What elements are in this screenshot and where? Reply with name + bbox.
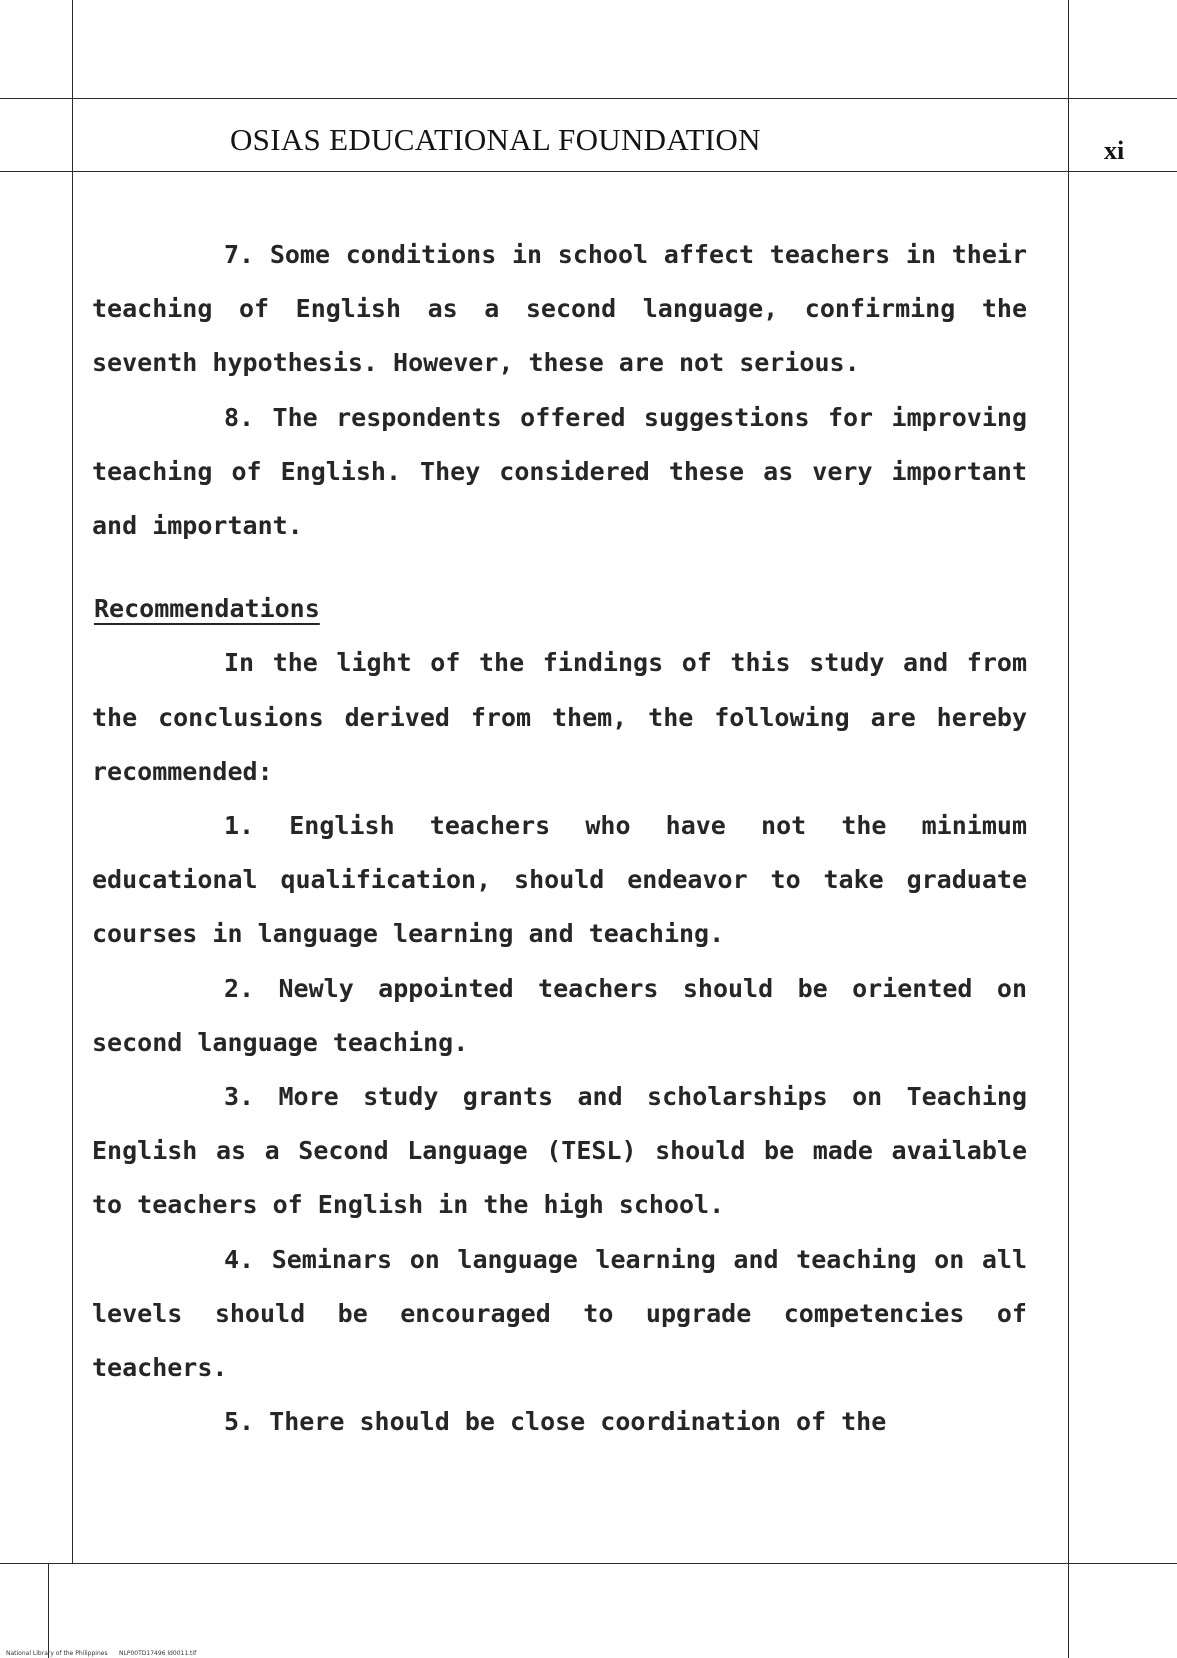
section-heading: Recommendations <box>94 594 320 624</box>
recommendation-item: 2. Newly appointed teachers should be oriented on second language teaching. <box>92 973 1027 1057</box>
footer-rule <box>0 1563 1177 1564</box>
recommendation-item: 4. Seminars on language learning and teaching on all levels should be encouraged to upgrade competencies of teachers. <box>92 1244 1027 1383</box>
footer-library: National Library of the Philippines <box>6 1650 108 1657</box>
footer-credit <box>6 1650 196 1657</box>
right-margin-rule <box>1068 0 1069 1658</box>
recommendation-item: 1. English teachers who have not the minimum educational qualification, should endeavor to take graduate courses in language learning and teaching. <box>92 811 1027 949</box>
footer-file-id: NLP00TD17496 ld0011.tif <box>119 1650 197 1657</box>
page-number: xi <box>1104 136 1125 165</box>
recommendation-item: 3. More study grants and scholarships on Teaching English as a Second Language (TESL) should be made available to teachers of English in the high school. <box>92 1082 1027 1220</box>
left-margin-rule <box>72 0 73 1564</box>
header-bottom-rule <box>0 171 1177 172</box>
document-body <box>92 228 1027 1449</box>
conclusion-item: 8. The respondents offered suggestions for improving teaching of English. They considered these as very important and important. <box>92 402 1027 541</box>
left-margin-rule-lower <box>48 1563 49 1658</box>
header-top-rule <box>0 98 1177 99</box>
recommendations-intro: In the light of the findings of this study and from the conclusions derived from them, the following are hereby recommended: <box>92 648 1027 786</box>
recommendation-item: 5. There should be close coordination of the <box>224 1407 887 1437</box>
page-title: OSIAS EDUCATIONAL FOUNDATION <box>230 122 761 157</box>
conclusion-item: 7. Some conditions in school affect teachers in their teaching of English as a second language, confirming the seventh hypothesis. However, these are not serious. <box>92 240 1027 378</box>
